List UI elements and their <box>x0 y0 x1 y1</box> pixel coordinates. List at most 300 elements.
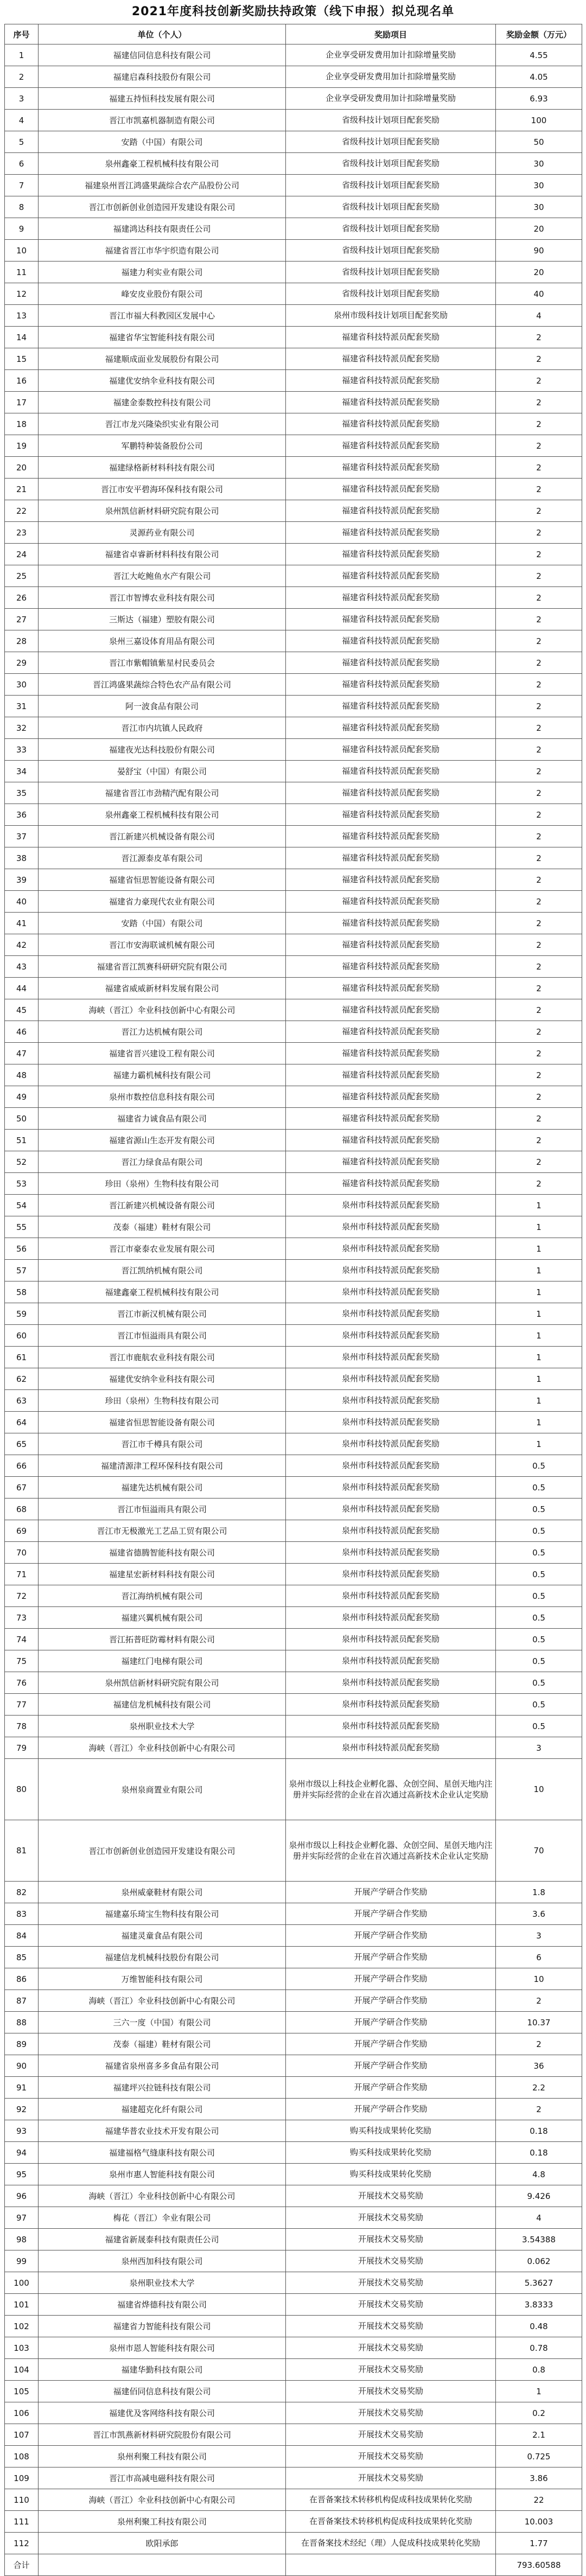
row-item: 泉州市科技特派员配套奖励 <box>286 1716 496 1737</box>
header-item: 奖励项目 <box>286 24 496 44</box>
row-item: 泉州市科技特派员配套奖励 <box>286 1564 496 1585</box>
row-unit: 福建省源山生态开发有限公司 <box>39 1130 286 1151</box>
table-row <box>5 1650 582 1672</box>
row-unit: 福建嘉乐琦宝生物科技有限公司 <box>39 1903 286 1925</box>
row-amount: 2 <box>496 739 582 761</box>
row-item: 福建省科技特派员配套奖励 <box>286 717 496 739</box>
row-number: 40 <box>5 891 39 913</box>
table-row <box>5 479 582 500</box>
row-amount: 4.55 <box>496 44 582 66</box>
row-number: 100 <box>5 2272 39 2294</box>
row-amount: 2 <box>496 696 582 717</box>
row-unit: 梅花（晋江）伞业有限公司 <box>39 2207 286 2229</box>
row-item: 福建省科技特派员配套奖励 <box>286 1086 496 1108</box>
table-row <box>5 88 582 110</box>
row-item: 开展产学研合作奖励 <box>286 1882 496 1903</box>
row-unit: 福建先达机械有限公司 <box>39 1477 286 1499</box>
row-unit: 海峡（晋江）伞业科技创新中心有限公司 <box>39 2489 286 2511</box>
row-unit: 泉州凯信新材料研究院有限公司 <box>39 1672 286 1694</box>
row-amount: 2 <box>496 826 582 847</box>
row-item: 福建省科技特派员配套奖励 <box>286 847 496 869</box>
row-item: 泉州市科技特派员配套奖励 <box>286 1368 496 1390</box>
row-item: 福建省科技特派员配套奖励 <box>286 782 496 804</box>
table-row <box>5 2467 582 2489</box>
row-item: 开展技术交易奖励 <box>286 2446 496 2467</box>
row-item: 福建省科技特派员配套奖励 <box>286 479 496 500</box>
row-amount: 2 <box>496 761 582 782</box>
row-unit: 福建省晋江市劲精汽配有限公司 <box>39 782 286 804</box>
row-amount: 0.5 <box>496 1629 582 1650</box>
row-unit: 福建坪兴拉链科技有限公司 <box>39 2077 286 2099</box>
row-amount: 30 <box>496 175 582 196</box>
row-unit: 福建鑫豪工程机械科技有限公司 <box>39 1281 286 1303</box>
table-row <box>5 1303 582 1325</box>
row-amount: 0.5 <box>496 1455 582 1477</box>
row-item: 企业享受研发费用加计扣除增量奖励 <box>286 44 496 66</box>
table-row <box>5 522 582 544</box>
row-number: 4 <box>5 110 39 131</box>
row-item: 开展技术交易奖励 <box>286 2424 496 2446</box>
row-amount: 2 <box>496 978 582 999</box>
row-item: 购买科技成果转化奖励 <box>286 2164 496 2185</box>
row-number: 98 <box>5 2229 39 2250</box>
row-unit: 欧阳承郎 <box>39 2533 286 2554</box>
row-amount: 90 <box>496 240 582 262</box>
row-unit: 泉州市数控信息科技有限公司 <box>39 1086 286 1108</box>
row-item: 省级科技计划项目配套奖励 <box>286 218 496 240</box>
row-item: 泉州市科技特派员配套奖励 <box>286 1260 496 1281</box>
row-unit: 晋江大屹鲍鱼水产有限公司 <box>39 565 286 587</box>
row-item: 开展技术交易奖励 <box>286 2294 496 2316</box>
row-amount: 0.5 <box>496 1477 582 1499</box>
row-item: 泉州市科技特派员配套奖励 <box>286 1672 496 1694</box>
row-number: 107 <box>5 2424 39 2446</box>
row-item: 开展技术交易奖励 <box>286 2467 496 2489</box>
row-amount: 0.062 <box>496 2250 582 2272</box>
row-item: 福建省科技特派员配套奖励 <box>286 1021 496 1043</box>
row-item: 开展技术交易奖励 <box>286 2250 496 2272</box>
row-number: 84 <box>5 1925 39 1947</box>
table-row <box>5 934 582 956</box>
table-row <box>5 2055 582 2077</box>
row-unit: 福建顺成面业发展股份有限公司 <box>39 348 286 370</box>
row-item: 泉州市科技特派员配套奖励 <box>286 1216 496 1238</box>
row-amount: 2 <box>496 565 582 587</box>
row-unit: 福建省恒思智能设备有限公司 <box>39 869 286 891</box>
row-number: 25 <box>5 565 39 587</box>
row-item: 福建省科技特派员配套奖励 <box>286 370 496 392</box>
row-item: 泉州市科技特派员配套奖励 <box>286 1520 496 1542</box>
row-amount: 2 <box>496 1108 582 1130</box>
row-item: 福建省科技特派员配套奖励 <box>286 609 496 630</box>
table-row <box>5 1281 582 1303</box>
table-row <box>5 782 582 804</box>
row-number: 81 <box>5 1820 39 1882</box>
row-item: 福建省科技特派员配套奖励 <box>286 392 496 413</box>
table-row <box>5 2185 582 2207</box>
row-item: 开展技术交易奖励 <box>286 2207 496 2229</box>
table-row <box>5 1130 582 1151</box>
row-number: 83 <box>5 1903 39 1925</box>
row-number: 15 <box>5 348 39 370</box>
row-item: 省级科技计划项目配套奖励 <box>286 175 496 196</box>
row-item: 在晋备案技术转移机构促成科技成果转化奖励 <box>286 2489 496 2511</box>
row-item: 省级科技计划项目配套奖励 <box>286 283 496 305</box>
row-number: 73 <box>5 1607 39 1629</box>
row-amount: 2 <box>496 913 582 934</box>
row-item: 福建省科技特派员配套奖励 <box>286 500 496 522</box>
table-row <box>5 1390 582 1412</box>
row-number: 108 <box>5 2446 39 2467</box>
table-row <box>5 1672 582 1694</box>
table-row <box>5 761 582 782</box>
row-item: 泉州市科技特派员配套奖励 <box>286 1238 496 1260</box>
table-row <box>5 869 582 891</box>
table-row <box>5 1108 582 1130</box>
row-number: 24 <box>5 544 39 565</box>
row-number: 29 <box>5 652 39 674</box>
row-item: 福建省科技特派员配套奖励 <box>286 630 496 652</box>
row-amount: 30 <box>496 153 582 175</box>
row-item: 福建省科技特派员配套奖励 <box>286 826 496 847</box>
row-number: 33 <box>5 739 39 761</box>
row-unit: 福建红门电梯有限公司 <box>39 1650 286 1672</box>
row-unit: 泉州职业技术大学 <box>39 2272 286 2294</box>
row-number: 55 <box>5 1216 39 1238</box>
row-unit: 福建华普农业技术开发有限公司 <box>39 2120 286 2142</box>
row-number: 101 <box>5 2294 39 2316</box>
award-list-table <box>4 24 582 2576</box>
row-amount: 3 <box>496 1737 582 1759</box>
row-amount: 2 <box>496 1064 582 1086</box>
row-number: 72 <box>5 1585 39 1607</box>
row-number: 67 <box>5 1477 39 1499</box>
row-amount: 0.18 <box>496 2120 582 2142</box>
row-unit: 福建金泰数控科技有限公司 <box>39 392 286 413</box>
row-amount: 2 <box>496 370 582 392</box>
table-row <box>5 1260 582 1281</box>
row-unit: 海峡（晋江）伞业科技创新中心有限公司 <box>39 999 286 1021</box>
table-row <box>5 1173 582 1195</box>
document-title: 2021年度科技创新奖励扶持政策（线下申报）拟兑现名单 <box>131 5 455 18</box>
table-row <box>5 1820 582 1882</box>
row-item: 泉州市科技特派员配套奖励 <box>286 1694 496 1716</box>
row-amount: 0.5 <box>496 1520 582 1542</box>
row-item: 福建省科技特派员配套奖励 <box>286 457 496 479</box>
row-unit: 福建鸿达科技有限责任公司 <box>39 218 286 240</box>
row-item: 开展产学研合作奖励 <box>286 2077 496 2099</box>
row-unit: 福建省晋江凯赛科研研究院有限公司 <box>39 956 286 978</box>
row-amount: 2 <box>496 1021 582 1043</box>
row-item: 泉州市科技特派员配套奖励 <box>286 1737 496 1759</box>
row-amount: 3.8333 <box>496 2294 582 2316</box>
row-item: 福建省科技特派员配套奖励 <box>286 413 496 435</box>
row-amount: 1 <box>496 1433 582 1455</box>
row-item: 福建省科技特派员配套奖励 <box>286 674 496 696</box>
row-number: 68 <box>5 1499 39 1520</box>
row-amount: 2 <box>496 717 582 739</box>
table-row <box>5 110 582 131</box>
row-number: 71 <box>5 1564 39 1585</box>
row-amount: 4 <box>496 305 582 327</box>
row-number: 43 <box>5 956 39 978</box>
row-amount: 0.5 <box>496 1694 582 1716</box>
table-row <box>5 2120 582 2142</box>
table-row <box>5 1433 582 1455</box>
row-amount: 2 <box>496 1130 582 1151</box>
row-number: 47 <box>5 1043 39 1064</box>
row-amount: 2 <box>496 1086 582 1108</box>
table-row <box>5 609 582 630</box>
row-item: 开展技术交易奖励 <box>286 2381 496 2402</box>
table-row <box>5 1455 582 1477</box>
table-row <box>5 1947 582 1968</box>
table-row <box>5 1086 582 1108</box>
row-amount: 0.8 <box>496 2359 582 2381</box>
row-amount: 5.3627 <box>496 2272 582 2294</box>
row-unit: 福建星宏新材料科技有限公司 <box>39 1564 286 1585</box>
row-amount: 2 <box>496 544 582 565</box>
table-row <box>5 739 582 761</box>
table-row <box>5 327 582 348</box>
table-row <box>5 2337 582 2359</box>
row-number: 56 <box>5 1238 39 1260</box>
row-item: 省级科技计划项目配套奖励 <box>286 196 496 218</box>
table-row <box>5 1737 582 1759</box>
row-item: 泉州市科技特派员配套奖励 <box>286 1390 496 1412</box>
table-row <box>5 1499 582 1520</box>
row-number: 103 <box>5 2337 39 2359</box>
row-number: 59 <box>5 1303 39 1325</box>
row-unit: 晋江市无极激光工艺品工贸有限公司 <box>39 1520 286 1542</box>
row-unit: 泉州利聚工科技有限公司 <box>39 2511 286 2533</box>
row-unit: 福建信同信息科技有限公司 <box>39 44 286 66</box>
total-amount: 793.60588 <box>496 2554 582 2576</box>
row-amount: 9.426 <box>496 2185 582 2207</box>
table-row <box>5 999 582 1021</box>
row-amount: 2 <box>496 782 582 804</box>
row-unit: 福建省德腾智能科技有限公司 <box>39 1542 286 1564</box>
row-amount: 1 <box>496 1216 582 1238</box>
table-row <box>5 891 582 913</box>
row-item: 泉州市科技特派员配套奖励 <box>286 1303 496 1325</box>
row-amount: 2 <box>496 479 582 500</box>
row-unit: 晋江市凯嘉机器制造有限公司 <box>39 110 286 131</box>
row-unit: 泉州三嘉设体育用品有限公司 <box>39 630 286 652</box>
row-unit: 福建兴翼机械有限公司 <box>39 1607 286 1629</box>
row-number: 46 <box>5 1021 39 1043</box>
table-row <box>5 587 582 609</box>
row-item: 福建省科技特派员配套奖励 <box>286 869 496 891</box>
row-amount: 2.1 <box>496 2424 582 2446</box>
table-row <box>5 153 582 175</box>
row-amount: 0.5 <box>496 1499 582 1520</box>
table-row <box>5 457 582 479</box>
row-unit: 晋江市千樽具有限公司 <box>39 1433 286 1455</box>
table-row <box>5 1759 582 1820</box>
row-unit: 福建佰同信息科技有限公司 <box>39 2381 286 2402</box>
row-number: 28 <box>5 630 39 652</box>
row-amount: 3.54388 <box>496 2229 582 2250</box>
row-amount: 10.37 <box>496 2012 582 2033</box>
row-item: 福建省科技特派员配套奖励 <box>286 739 496 761</box>
table-row <box>5 1882 582 1903</box>
row-item: 购买科技成果转化奖励 <box>286 2120 496 2142</box>
row-number: 18 <box>5 413 39 435</box>
row-amount: 2 <box>496 2033 582 2055</box>
row-amount: 1 <box>496 1390 582 1412</box>
table-row <box>5 262 582 283</box>
row-unit: 福建启森科技股份有限公司 <box>39 66 286 88</box>
table-row <box>5 804 582 826</box>
row-amount: 1 <box>496 1260 582 1281</box>
table-row <box>5 1629 582 1650</box>
row-unit: 福建省力豪现代农业有限公司 <box>39 891 286 913</box>
row-amount: 1 <box>496 1368 582 1390</box>
row-item: 开展技术交易奖励 <box>286 2272 496 2294</box>
row-number: 88 <box>5 2012 39 2033</box>
row-item: 福建省科技特派员配套奖励 <box>286 804 496 826</box>
row-item: 泉州市科技特派员配套奖励 <box>286 1585 496 1607</box>
row-unit: 晋江市内坑镇人民政府 <box>39 717 286 739</box>
row-unit: 福建省晋江市华宇织造有限公司 <box>39 240 286 262</box>
table-row <box>5 305 582 327</box>
row-number: 109 <box>5 2467 39 2489</box>
row-number: 79 <box>5 1737 39 1759</box>
row-number: 63 <box>5 1390 39 1412</box>
row-unit: 安踏（中国）有限公司 <box>39 131 286 153</box>
table-row <box>5 1477 582 1499</box>
row-number: 34 <box>5 761 39 782</box>
row-unit: 三六一度（中国）有限公司 <box>39 2012 286 2033</box>
row-amount: 50 <box>496 131 582 153</box>
row-item: 泉州市科技特派员配套奖励 <box>286 1195 496 1216</box>
row-unit: 晋江拓普旺防霉材料有限公司 <box>39 1629 286 1650</box>
table-row <box>5 2250 582 2272</box>
row-unit: 万维智能科技有限公司 <box>39 1968 286 1990</box>
row-number: 36 <box>5 804 39 826</box>
row-unit: 晋江市恒溢雨具有限公司 <box>39 1325 286 1347</box>
row-number: 30 <box>5 674 39 696</box>
table-row <box>5 283 582 305</box>
row-unit: 泉州鑫豪工程机械科技有限公司 <box>39 804 286 826</box>
row-amount: 30 <box>496 196 582 218</box>
row-unit: 泉州威豪鞋材有限公司 <box>39 1882 286 1903</box>
row-amount: 2 <box>496 869 582 891</box>
row-item: 在晋备案技术经纪（理）人促成科技成果转化奖励 <box>286 2533 496 2554</box>
table-row <box>5 2142 582 2164</box>
table-row <box>5 717 582 739</box>
row-number: 16 <box>5 370 39 392</box>
row-amount: 20 <box>496 262 582 283</box>
row-number: 74 <box>5 1629 39 1650</box>
row-amount: 1 <box>496 1303 582 1325</box>
row-amount: 3 <box>496 1925 582 1947</box>
row-item: 福建省科技特派员配套奖励 <box>286 1064 496 1086</box>
row-unit: 晋江源泰皮革有限公司 <box>39 847 286 869</box>
row-item: 开展产学研合作奖励 <box>286 2099 496 2120</box>
row-item: 开展产学研合作奖励 <box>286 1968 496 1990</box>
row-item: 泉州市级科技计划项目配套奖励 <box>286 305 496 327</box>
table-row <box>5 2533 582 2554</box>
row-amount: 1 <box>496 2381 582 2402</box>
row-number: 50 <box>5 1108 39 1130</box>
row-number: 49 <box>5 1086 39 1108</box>
row-number: 26 <box>5 587 39 609</box>
table-row <box>5 1564 582 1585</box>
table-row <box>5 1925 582 1947</box>
row-unit: 泉州市恩人智能科技有限公司 <box>39 2337 286 2359</box>
row-unit: 晋江市恒溢雨具有限公司 <box>39 1499 286 1520</box>
row-item: 开展技术交易奖励 <box>286 2337 496 2359</box>
total-item-empty <box>286 2554 496 2576</box>
row-unit: 泉州凯信新材料研究院有限公司 <box>39 500 286 522</box>
row-amount: 2 <box>496 652 582 674</box>
row-amount: 0.5 <box>496 1585 582 1607</box>
row-unit: 泉州鑫豪工程机械科技有限公司 <box>39 153 286 175</box>
table-row <box>5 2402 582 2424</box>
row-number: 76 <box>5 1672 39 1694</box>
row-unit: 海峡（晋江）伞业科技创新中心有限公司 <box>39 1990 286 2012</box>
table-row <box>5 652 582 674</box>
row-item: 企业享受研发费用加计扣除增量奖励 <box>286 88 496 110</box>
row-unit: 福建灵童食品有限公司 <box>39 1925 286 1947</box>
row-amount: 1 <box>496 1325 582 1347</box>
row-unit: 晋江市创新创业创造园开发建设有限公司 <box>39 196 286 218</box>
row-item: 省级科技计划项目配套奖励 <box>286 110 496 131</box>
row-amount: 0.48 <box>496 2316 582 2337</box>
row-number: 14 <box>5 327 39 348</box>
row-number: 94 <box>5 2142 39 2164</box>
row-unit: 福建省新晟泰科技有限责任公司 <box>39 2229 286 2250</box>
row-item: 福建省科技特派员配套奖励 <box>286 544 496 565</box>
table-row <box>5 500 582 522</box>
table-row <box>5 1903 582 1925</box>
table-row <box>5 1325 582 1347</box>
table-row <box>5 413 582 435</box>
row-unit: 福建省华宝智能科技有限公司 <box>39 327 286 348</box>
row-number: 61 <box>5 1347 39 1368</box>
row-unit: 晋江市高减电磁科技有限公司 <box>39 2467 286 2489</box>
row-amount: 2 <box>496 674 582 696</box>
row-amount: 0.5 <box>496 1716 582 1737</box>
row-number: 112 <box>5 2533 39 2554</box>
row-amount: 0.725 <box>496 2446 582 2467</box>
table-row <box>5 2012 582 2033</box>
row-unit: 福建华勤科技有限公司 <box>39 2359 286 2381</box>
row-amount: 2 <box>496 999 582 1021</box>
table-row <box>5 218 582 240</box>
row-amount: 2 <box>496 934 582 956</box>
row-item: 泉州市科技特派员配套奖励 <box>286 1629 496 1650</box>
row-unit: 福建省烨德科技有限公司 <box>39 2294 286 2316</box>
row-number: 95 <box>5 2164 39 2185</box>
row-item: 泉州市科技特派员配套奖励 <box>286 1325 496 1347</box>
table-row <box>5 1216 582 1238</box>
row-unit: 福建五持恒科技发展有限公司 <box>39 88 286 110</box>
row-item: 泉州市科技特派员配套奖励 <box>286 1499 496 1520</box>
row-number: 70 <box>5 1542 39 1564</box>
row-item: 开展技术交易奖励 <box>286 2402 496 2424</box>
row-unit: 福建福格气缝康科技有限公司 <box>39 2142 286 2164</box>
table-row <box>5 630 582 652</box>
row-number: 93 <box>5 2120 39 2142</box>
row-number: 104 <box>5 2359 39 2381</box>
table-row <box>5 2511 582 2533</box>
table-row <box>5 392 582 413</box>
row-item: 泉州市科技特派员配套奖励 <box>286 1281 496 1303</box>
row-unit: 泉州泉商置业有限公司 <box>39 1759 286 1820</box>
